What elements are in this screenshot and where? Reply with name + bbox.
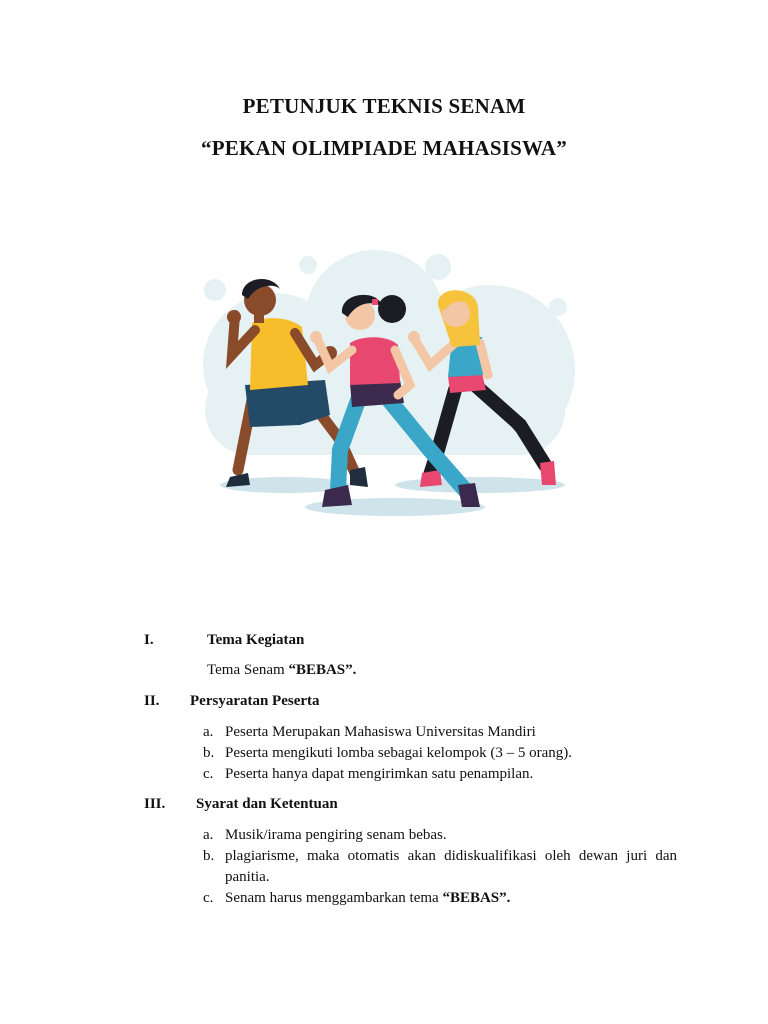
section-heading: Syarat dan Ketentuan: [196, 796, 338, 812]
section-number: II.: [144, 693, 160, 709]
list-marker: a.: [203, 724, 214, 740]
list-item-text: Musik/irama pengiring senam bebas.: [225, 827, 447, 843]
document-title: PETUNJUK TEKNIS SENAM: [242, 94, 526, 118]
list-item-text: Peserta Merupakan Mahasiswa Universitas Mandiri: [225, 724, 536, 740]
list-item-text: plagiarisme, maka otomatis akan didiskualifikasi oleh dewan juri dan panitia.: [225, 848, 677, 885]
dancers-illustration-icon: [190, 245, 580, 530]
list-marker: a.: [203, 827, 214, 843]
section-heading: Persyaratan Peserta: [190, 693, 320, 709]
list-item-text: Peserta mengikuti lomba sebagai kelompok (3 – 5 orang).: [225, 745, 572, 761]
section-number: I.: [144, 632, 154, 648]
section-number: III.: [144, 796, 166, 812]
list-item-text: Peserta hanya dapat mengirimkan satu penampilan.: [225, 766, 534, 782]
list-marker: b.: [203, 745, 215, 761]
item-text: Senam harus menggambarkan tema: [225, 890, 443, 906]
body-bold-text: “BEBAS”.: [288, 662, 357, 678]
list-marker: b.: [203, 848, 215, 864]
section-heading: Tema Kegiatan: [207, 632, 305, 648]
section-body: [207, 662, 356, 679]
body-text: Tema Senam: [207, 662, 289, 678]
list-marker: c.: [203, 890, 214, 906]
list-marker: c.: [203, 766, 214, 782]
list-item-text: [225, 888, 510, 909]
item-bold-text: “BEBAS”.: [442, 890, 511, 906]
document-subtitle: “PEKAN OLIMPIADE MAHASISWA”: [201, 136, 567, 160]
